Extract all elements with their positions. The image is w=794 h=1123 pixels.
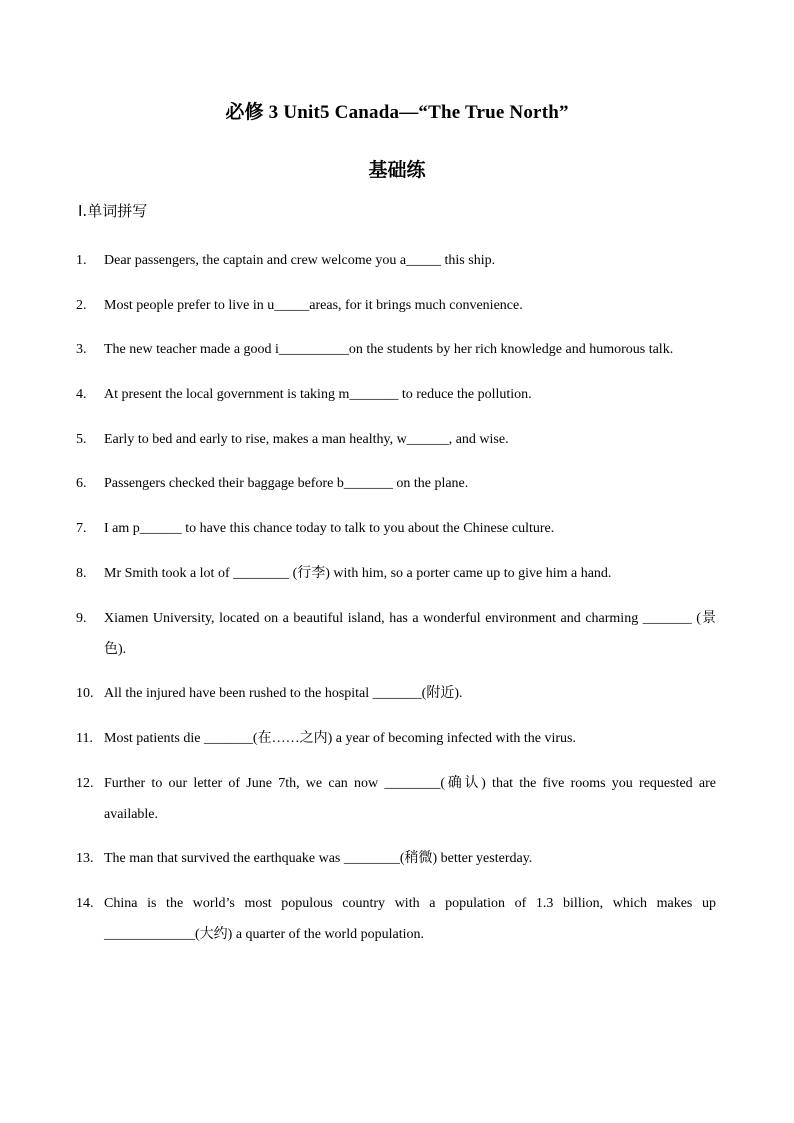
question-number: 11. (76, 730, 93, 746)
page-title: 必修 3 Unit5 Canada—“The True North” (225, 102, 569, 123)
question-number: 10. (76, 686, 94, 702)
question-text: China is the world’s most populous country with a population of 1.3 billion, which makes up _____________(大约) a quarter of the world population. (104, 895, 716, 942)
question-number: 2. (76, 297, 87, 313)
question-list (76, 245, 716, 964)
question-item (76, 245, 716, 276)
question-item (76, 290, 716, 321)
question-item (76, 513, 716, 544)
question-number: 12. (76, 775, 94, 791)
question-item (76, 888, 716, 950)
question-text: Dear passengers, the captain and crew welcome you a_____ this ship. (104, 253, 496, 268)
question-item (76, 603, 716, 665)
question-item (76, 424, 716, 455)
question-item (76, 723, 716, 754)
question-number: 9. (76, 610, 87, 626)
question-item (76, 558, 716, 589)
question-number: 13. (76, 851, 94, 867)
question-number: 3. (76, 342, 87, 358)
question-item (76, 768, 716, 830)
question-number: 14. (76, 895, 94, 911)
question-text: Most patients die _______(在……之内) a year of becoming infected with the virus. (104, 730, 577, 746)
question-text: The new teacher made a good i__________on the students by her rich knowledge and humorous talk. (104, 342, 674, 358)
question-item (76, 468, 716, 499)
question-item (76, 379, 716, 410)
question-text: All the injured have been rushed to the hospital _______(附近). (104, 686, 463, 702)
question-text: I am p______ to have this chance today to talk to you about the Chinese culture. (104, 521, 555, 537)
question-number: 4. (76, 387, 87, 403)
question-text: Passengers checked their baggage before b_______ on the plane. (104, 476, 469, 492)
question-number: 7. (76, 521, 87, 537)
question-number: 1. (76, 253, 87, 268)
question-text: Further to our letter of June 7th, we can now ________(确认) that the five rooms you requested are available. (104, 775, 716, 822)
question-text: Early to bed and early to rise, makes a man healthy, w______, and wise. (104, 431, 509, 447)
question-text: Xiamen University, located on a beautiful island, has a wonderful environment and charming _______ (景色). (104, 610, 716, 657)
question-item (76, 334, 716, 365)
question-text: The man that survived the earthquake was ________(稍微) better yesterday. (104, 851, 533, 867)
question-item (76, 678, 716, 709)
question-text: Mr Smith took a lot of ________ (行李) with him, so a porter came up to give him a hand. (104, 565, 612, 581)
page-subtitle: 基础练 (368, 160, 426, 181)
question-number: 5. (76, 431, 87, 447)
question-number: 8. (76, 565, 87, 581)
section-heading: Ⅰ.单词拼写 (78, 202, 148, 220)
question-text: Most people prefer to live in u_____areas, for it brings much convenience. (104, 297, 523, 313)
question-number: 6. (76, 476, 87, 492)
question-text: At present the local government is taking m_______ to reduce the pollution. (104, 387, 532, 403)
question-item (76, 843, 716, 874)
